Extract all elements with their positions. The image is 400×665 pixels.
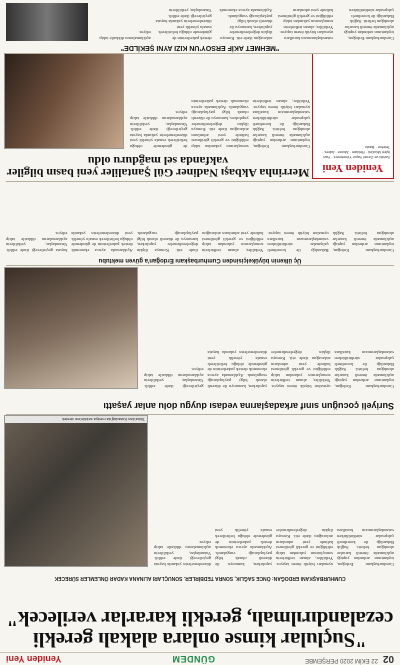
masthead-box: [312, 53, 394, 179]
story2-body: Cumhurbaşkanı Erdoğan, toplantının ardından yaptığı açıklamada önemli kararlar alındığını belirtti. Sağlık Bakanlığı ile koordineli çalışmalar sürdürülürken vatandaşlarımızın kurallara uymaları büyük önem taşıyor. Yetkililer, alınan tedbirlerin sonuçlarının yakından takip edildiğini ve gerekli görülmesi halinde yeni adımların atılacağını ifade etti. Konuya ilişkin değerlendirmeler yapılırken, kamuoyu ile düzenli olarak bilgi paylaşılacağı vurgulandı. Açıklamada ayrıca ekonomik destek paketlerinin de gündemde olduğu belirtilerek esnafa yönelik yeni düzenlemelerin yakında hayata geçirileceği ifade edildi. Vatandaşlar, yetkililerin açıklamalarını dikkatle takip ediyor.: [144, 350, 394, 389]
divider: [6, 265, 394, 266]
feature-body: Cumhurbaşkanı Erdoğan, toplantının ardından yaptığı açıklamada önemli kararlar alındığını belirtti. Sağlık Bakanlığı ile koordineli çalışmalar sürdürülürken vatandaşlarımızın kurallara uymaları büyük önem taşıyor. Yetkililer, alınan tedbirlerin sonuçlarının yakından takip edildiğini ve gerekli görülmesi halinde yeni adımların atılacağını ifade etti. Konuya ilişkin değerlendirmeler yapılırken, kamuoyu ile düzenli olarak bilgi paylaşılacağı vurgulandı. Açıklamada ayrıca ekonomik destek paketlerinin de gündemde olduğu belirtilerek esnafa yönelik yeni düzenlemelerin yakında hayata geçirileceği ifade edildi. Vatandaşlar, yetkililerin açıklamalarını dikkatle takip ediyor.: [130, 99, 310, 149]
divider: [6, 414, 394, 415]
issue-date: 22 EKİM 2020 PERŞEMBE: [304, 657, 378, 663]
main-headline: "Suçlular kimse onlara alakalı gerekli cezalandırılmalı, gerekli kararlar verilecek": [6, 607, 394, 652]
lead-story-body: Cumhurbaşkanı Erdoğan, toplantının ardından yaptığı açıklamada önemli kararlar alındığını belirtti. Sağlık Bakanlığı ile koordineli çalışmalar sürdürülürken vatandaşlarımızın kurallara uymaları büyük önem taşıyor. Yetkililer, alınan tedbirlerin sonuçlarının yakından takip edildiğini ve gerekli görülmesi halinde yeni adımların atılacağını ifade etti. Konuya ilişkin değerlendirmeler yapılırken, kamuoyu ile düzenli olarak bilgi paylaşılacağı vurgulandı. Açıklamada ayrıca ekonomik destek paketlerinin de gündemde olduğu belirtilerek esnafa yönelik yeni düzenlemelerin yakında hayata geçirileceği ifade edildi. Vatandaşlar, yetkililerin açıklamalarını dikkatle takip ediyor.: [154, 528, 394, 567]
page-number: 02: [382, 653, 394, 664]
story2-photo: [4, 267, 138, 389]
story3-body: Cumhurbaşkanı Erdoğan, toplantının ardından yaptığı açıklamada önemli kararlar alındığını belirtti. Sağlık Bakanlığı ile koordineli çalışmalar sürdürülürken vatandaşlarımızın kurallara uymaları büyük önem taşıyor. Yetkililer, alınan tedbirlerin sonuçlarının yakından takip edildiğini ve gerekli görülmesi halinde yeni adımların atılacağını ifade etti. Konuya ilişkin değerlendirmeler yapılırken, kamuoyu ile düzenli olarak bilgi paylaşılacağı vurgulandı. Açıklamada ayrıca ekonomik destek paketlerinin de gündemde olduğu belirtilerek esnafa yönelik yeni düzenlemelerin yakında hayata geçirileceği ifade edildi. Vatandaşlar, yetkililerin açıklamalarını dikkatle takip ediyor.: [6, 231, 394, 253]
newspaper-logo-small: Yeniden Yeni: [6, 654, 62, 664]
bottom-body: Cumhurbaşkanı Erdoğan, toplantının ardından yaptığı açıklamada önemli kararlar alındığını belirtti. Sağlık Bakanlığı ile koordineli çalışmalar sürdürülürken vatandaşlarımızın kurallara uymaları büyük önem taşıyor. Yetkililer, alınan tedbirlerin sonuçlarının yakından takip edildiğini ve gerekli görülmesi halinde yeni adımların atılacağını ifade etti. Konuya ilişkin değerlendirmeler yapılırken, kamuoyu ile düzenli olarak bilgi paylaşılacağı vurgulandı. Açıklamada ayrıca ekonomik destek paketlerinin de gündemde olduğu belirtilerek esnafa yönelik yeni düzenlemelerin yakında hayata geçirileceği ifade edildi. Vatandaşlar, yetkililerin açıklamalarını dikkatle takip ediyor.: [99, 8, 394, 41]
divider: [6, 53, 394, 54]
section-title: GÜNDEM: [172, 654, 215, 664]
headline-deck: CUMHURBAŞKANI ERDOĞAN: ÖNCE SAĞLIK, SONRA TEDBİRLER. SONUÇLARI ALINANA KADAR ÖNLEMLER SÜRECEK: [54, 575, 346, 581]
bottom-photo: [6, 3, 88, 41]
feature-headline: Merrinha Akbaşı Nadiner Gül Şantaliler yeni basın bilgiler vakfanda sel mağduru oldu: [6, 154, 310, 180]
lead-photo-caption: Tikka'dan Karadağ'da medya sektörüne destek: [5, 416, 147, 423]
feature-photo: [4, 53, 124, 149]
masthead-info: Sahibi ve Genel Yayın Yönetmeni · Yazı İşleri Müdürü · Reklam · Abone · Adres · Telefon · Baskı: [322, 145, 390, 159]
lead-story-photo: [4, 415, 148, 567]
story2-headline: Suriyeli çocuğun sınıf arkadaşlarına vedası duygu dolu anlar yaşattı: [103, 401, 394, 411]
bottom-headline: "MEHMET AKİF ERSOY'UN KIZI AYNI ŞEKİLDE": [120, 44, 280, 51]
story3-headline: Üç ülkenin büyükelçisinden Cumhurbaşkanı Erdoğan'a güven mektubu: [98, 257, 302, 263]
page-header-bar: [0, 652, 400, 665]
masthead-brand: Yeniden Yeni: [322, 162, 384, 174]
divider: [6, 181, 394, 182]
